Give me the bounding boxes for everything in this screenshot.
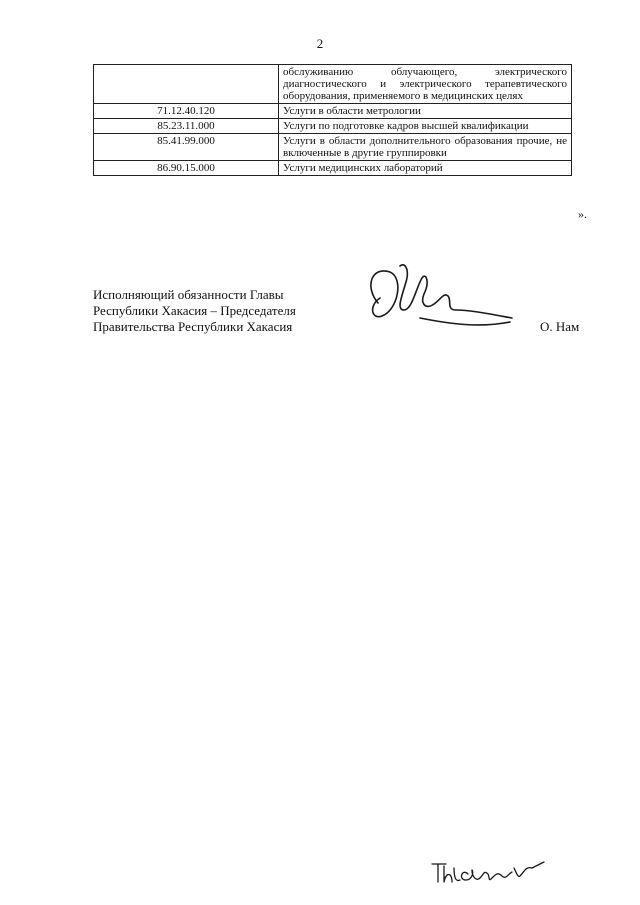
service-description-cell: Услуги медицинских лабораторий	[279, 161, 572, 176]
service-code-cell: 85.23.11.000	[94, 119, 279, 134]
closing-quote: ».	[578, 207, 587, 221]
signatory-position	[93, 287, 296, 335]
table-row	[94, 65, 572, 104]
handwritten-initials-mark	[428, 858, 548, 888]
service-description-cell: обслуживанию облучающего, электрического диагностического и электрического терапевтического оборудования, применяемого в медицинских целях	[279, 65, 572, 104]
signatory-position-line: Правительства Республики Хакасия	[93, 319, 293, 334]
service-code-cell	[94, 65, 279, 104]
signatory-position-line: Исполняющий обязанности Главы	[93, 287, 284, 302]
service-description-cell: Услуги по подготовке кадров высшей квалификации	[279, 119, 572, 134]
handwritten-signature	[360, 258, 520, 348]
service-description-cell: Услуги в области метрологии	[279, 104, 572, 119]
page-number: 2	[316, 36, 324, 51]
service-code-cell: 85.41.99.000	[94, 134, 279, 161]
service-description-cell: Услуги в области дополнительного образования прочие, не включенные в другие группировки	[279, 134, 572, 161]
service-code-cell: 86.90.15.000	[94, 161, 279, 176]
okved-services-table	[93, 64, 572, 176]
signatory-position-line: Республики Хакасия – Председателя	[93, 303, 296, 318]
table-row	[94, 104, 572, 119]
service-code-cell: 71.12.40.120	[94, 104, 279, 119]
table-row	[94, 134, 572, 161]
table-row	[94, 119, 572, 134]
signer-name: О. Нам	[540, 319, 580, 334]
table-row	[94, 161, 572, 176]
